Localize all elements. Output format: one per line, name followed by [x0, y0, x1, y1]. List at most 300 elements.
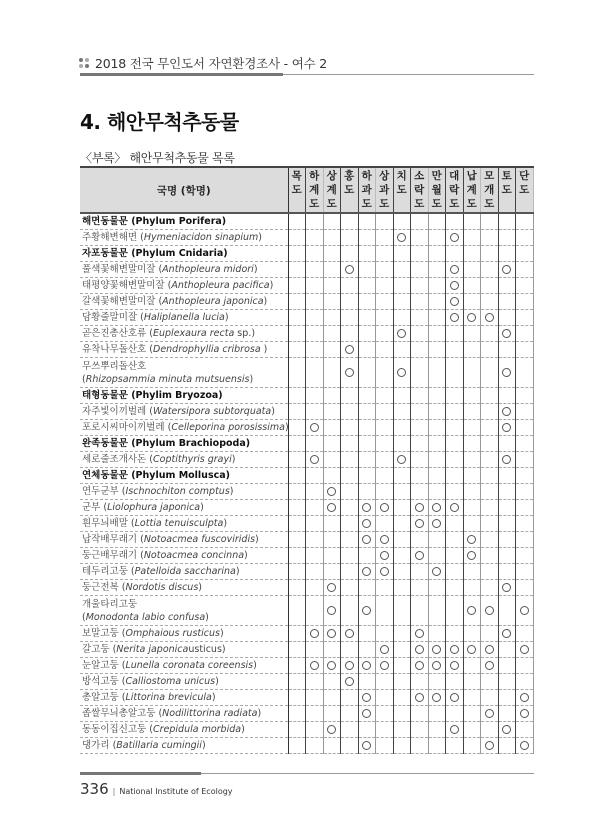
presence-cell — [428, 564, 446, 580]
presence-cell — [341, 674, 359, 690]
presence-cell — [393, 388, 411, 404]
presence-cell — [323, 278, 341, 294]
presence-cell — [358, 213, 376, 230]
presence-cell — [341, 326, 359, 342]
scientific-name: Nodilittorina radiata — [162, 708, 258, 719]
presence-cell — [341, 484, 359, 500]
presence-cell — [446, 310, 464, 326]
footer-separator: | — [112, 787, 116, 796]
presence-cell — [341, 436, 359, 452]
site-header-char: 납 — [466, 170, 477, 182]
site-header-char: 도 — [519, 184, 530, 196]
presence-cell — [306, 642, 324, 658]
site-header-char: 만 — [431, 170, 442, 182]
presence-cell — [481, 404, 499, 420]
presence-cell — [446, 278, 464, 294]
species-row — [80, 516, 533, 532]
presence-cell — [323, 436, 341, 452]
presence-cell — [341, 230, 359, 246]
presence-cell — [498, 358, 516, 388]
presence-cell — [288, 310, 306, 326]
presence-cell — [498, 722, 516, 738]
presence-cell — [393, 358, 411, 388]
species-name: 포로시씨마이끼벌레 (Celleporina porosissima) — [80, 420, 288, 436]
presence-cell — [358, 642, 376, 658]
scientific-name: Nordotis discus — [125, 582, 199, 593]
presence-cell — [428, 358, 446, 388]
scientific-name: Haliplanella lucia — [143, 312, 225, 323]
presence-cell — [516, 326, 534, 342]
presence-cell — [463, 532, 481, 548]
presence-cell — [411, 246, 429, 262]
presence-cell — [446, 452, 464, 468]
presence-circle-icon — [485, 709, 494, 718]
presence-cell — [428, 326, 446, 342]
presence-circle-icon — [467, 313, 476, 322]
presence-cell — [341, 642, 359, 658]
presence-cell — [498, 580, 516, 596]
presence-cell — [411, 738, 429, 754]
presence-cell — [463, 278, 481, 294]
presence-cell — [498, 278, 516, 294]
species-row — [80, 674, 533, 690]
presence-cell — [393, 262, 411, 278]
presence-cell — [463, 642, 481, 658]
presence-cell — [498, 294, 516, 310]
species-name: 납작배무래기 (Notoacmea fuscoviridis) — [80, 532, 288, 548]
presence-cell — [393, 690, 411, 706]
species-row — [80, 404, 533, 420]
presence-cell — [463, 706, 481, 722]
presence-cell — [288, 516, 306, 532]
site-header-char: 도 — [396, 184, 407, 196]
presence-cell — [288, 213, 306, 230]
presence-circle-icon — [310, 423, 319, 432]
presence-cell — [516, 246, 534, 262]
presence-circle-icon — [310, 661, 319, 670]
presence-cell — [323, 548, 341, 564]
presence-circle-icon — [502, 455, 511, 464]
presence-cell — [516, 722, 534, 738]
presence-cell — [323, 580, 341, 596]
presence-cell — [481, 626, 499, 642]
presence-cell — [358, 278, 376, 294]
site-header-char: 도 — [466, 198, 477, 210]
presence-cell — [358, 690, 376, 706]
species-row — [80, 500, 533, 516]
presence-cell — [393, 230, 411, 246]
presence-cell — [481, 326, 499, 342]
species-row — [80, 658, 533, 674]
presence-cell — [376, 294, 394, 310]
site-header-char: 소 — [414, 170, 425, 182]
page-number: 336 — [80, 780, 109, 798]
footer — [80, 780, 233, 798]
presence-cell — [323, 658, 341, 674]
presence-cell — [288, 436, 306, 452]
presence-circle-icon — [450, 503, 459, 512]
presence-cell — [358, 404, 376, 420]
presence-cell — [481, 278, 499, 294]
presence-cell — [393, 580, 411, 596]
presence-circle-icon — [520, 645, 529, 654]
scientific-name: Liolophura japonica — [107, 502, 201, 513]
presence-cell — [446, 262, 464, 278]
presence-cell — [516, 626, 534, 642]
presence-cell — [306, 722, 324, 738]
presence-cell — [446, 294, 464, 310]
presence-circle-icon — [432, 693, 441, 702]
presence-cell — [306, 484, 324, 500]
species-name — [80, 468, 288, 484]
presence-cell — [306, 690, 324, 706]
presence-cell — [341, 516, 359, 532]
presence-cell — [393, 404, 411, 420]
presence-cell — [323, 294, 341, 310]
scientific-name: Crepidula morbida — [153, 724, 242, 735]
presence-cell — [288, 452, 306, 468]
presence-cell — [516, 404, 534, 420]
presence-cell — [376, 690, 394, 706]
presence-cell — [428, 388, 446, 404]
presence-cell — [323, 564, 341, 580]
presence-cell — [463, 674, 481, 690]
presence-cell — [481, 548, 499, 564]
presence-cell — [411, 626, 429, 642]
presence-cell — [358, 564, 376, 580]
phylum-latin: (Phylim Bryozoa) — [131, 390, 223, 401]
presence-cell — [463, 326, 481, 342]
scientific-name: Patelloida saccharina — [134, 566, 236, 577]
presence-cell — [481, 642, 499, 658]
presence-cell — [481, 500, 499, 516]
presence-cell — [358, 230, 376, 246]
scientific-name: Rhizopsammia minuta mutsuensis — [85, 373, 250, 385]
presence-cell — [288, 246, 306, 262]
footer-institute: National Institute of Ecology — [119, 787, 233, 796]
presence-circle-icon — [397, 329, 406, 338]
presence-circle-icon — [520, 741, 529, 750]
presence-cell — [376, 404, 394, 420]
site-header-char: 하 — [309, 170, 320, 182]
presence-cell — [516, 358, 534, 388]
presence-cell — [358, 246, 376, 262]
presence-cell — [516, 278, 534, 294]
presence-circle-icon — [362, 709, 371, 718]
scientific-name: Anthopleura midori — [162, 264, 254, 275]
presence-cell — [481, 658, 499, 674]
korean-name: 자포동물문 — [82, 248, 128, 259]
presence-cell — [411, 452, 429, 468]
presence-cell — [358, 548, 376, 564]
presence-cell — [306, 294, 324, 310]
presence-cell — [446, 500, 464, 516]
presence-cell — [428, 262, 446, 278]
species-row — [80, 294, 533, 310]
scientific-name: Calliostoma unicus — [125, 676, 216, 687]
presence-circle-icon — [432, 567, 441, 576]
presence-cell — [323, 468, 341, 484]
name-suffix: sp. — [234, 328, 252, 339]
presence-cell — [393, 500, 411, 516]
presence-cell — [323, 516, 341, 532]
presence-cell — [411, 706, 429, 722]
presence-cell — [376, 278, 394, 294]
presence-circle-icon — [397, 455, 406, 464]
presence-cell — [481, 564, 499, 580]
presence-cell — [288, 404, 306, 420]
presence-cell — [481, 722, 499, 738]
species-name: 보말고둥 (Omphaious rusticus) — [80, 626, 288, 642]
presence-cell — [481, 690, 499, 706]
presence-cell — [341, 532, 359, 548]
presence-cell — [393, 626, 411, 642]
presence-circle-icon — [467, 551, 476, 560]
presence-cell — [341, 626, 359, 642]
presence-cell — [463, 484, 481, 500]
presence-cell — [498, 484, 516, 500]
presence-cell — [306, 310, 324, 326]
presence-cell — [428, 706, 446, 722]
species-row — [80, 564, 533, 580]
scientific-name: Dendrophyllia cribrosa — [153, 344, 264, 355]
presence-cell — [446, 326, 464, 342]
presence-cell — [376, 706, 394, 722]
presence-cell — [323, 310, 341, 326]
presence-cell — [446, 596, 464, 626]
presence-cell — [323, 532, 341, 548]
site-header-char: 도 — [379, 198, 390, 210]
presence-cell — [481, 358, 499, 388]
presence-cell — [341, 358, 359, 388]
presence-cell — [358, 596, 376, 626]
presence-circle-icon — [310, 455, 319, 464]
species-name: 담황줄말미잘 (Haliplanella lucia) — [80, 310, 288, 326]
presence-cell — [481, 342, 499, 358]
korean-name: 세로줄조개사돈 — [82, 454, 147, 465]
scientific-name: Euplexaura recta — [153, 328, 235, 339]
presence-cell — [393, 706, 411, 722]
presence-cell — [393, 516, 411, 532]
site-header-char: 모 — [484, 170, 495, 182]
presence-cell — [288, 580, 306, 596]
presence-cell — [306, 326, 324, 342]
site-header-char: 상 — [326, 170, 337, 182]
presence-cell — [428, 658, 446, 674]
species-row — [80, 596, 533, 626]
presence-cell — [341, 722, 359, 738]
presence-cell — [498, 626, 516, 642]
presence-cell — [411, 278, 429, 294]
presence-cell — [323, 642, 341, 658]
site-column-header — [376, 167, 394, 213]
presence-cell — [358, 516, 376, 532]
section-title: 4. 해안무척추동물 — [80, 110, 239, 134]
presence-cell — [498, 658, 516, 674]
presence-circle-icon — [432, 519, 441, 528]
presence-cell — [323, 326, 341, 342]
presence-cell — [411, 516, 429, 532]
species-name: 곧은진총산호류 (Euplexaura recta sp.) — [80, 326, 288, 342]
presence-cell — [376, 436, 394, 452]
presence-cell — [411, 230, 429, 246]
scientific-name: Hymeniacidon sinapium — [143, 232, 259, 243]
presence-cell — [358, 452, 376, 468]
korean-name: 연두군부 — [82, 486, 119, 497]
presence-cell — [341, 738, 359, 754]
site-header-char: 단 — [519, 170, 530, 182]
presence-cell — [481, 230, 499, 246]
presence-cell — [411, 564, 429, 580]
korean-name: 해면동물문 — [82, 216, 128, 227]
species-name: 풀색꽃해변말미잘 (Anthopleura midori) — [80, 262, 288, 278]
presence-cell — [481, 452, 499, 468]
presence-cell — [411, 532, 429, 548]
species-row — [80, 738, 533, 754]
presence-cell — [428, 516, 446, 532]
presence-cell — [393, 564, 411, 580]
presence-cell — [358, 722, 376, 738]
presence-cell — [428, 436, 446, 452]
species-row — [80, 626, 533, 642]
site-header-char: 락 — [449, 184, 460, 196]
presence-cell — [428, 278, 446, 294]
species-name: 갈고둥 (Nerita japonicausticus) — [80, 642, 288, 658]
presence-circle-icon — [450, 725, 459, 734]
presence-cell — [463, 358, 481, 388]
species-name: 둥근전복 (Nordotis discus) — [80, 580, 288, 596]
presence-cell — [481, 262, 499, 278]
presence-cell — [516, 420, 534, 436]
species-row — [80, 532, 533, 548]
presence-cell — [288, 468, 306, 484]
presence-cell — [358, 532, 376, 548]
species-name: 동동이집신고둥 (Crepidula morbida) — [80, 722, 288, 738]
presence-cell — [516, 213, 534, 230]
scientific-name: Coptithyris grayi — [153, 454, 232, 465]
species-name: 둥근배무래기 (Notoacmea concinna) — [80, 548, 288, 564]
presence-cell — [411, 548, 429, 564]
site-column-header — [411, 167, 429, 213]
presence-cell — [358, 294, 376, 310]
presence-cell — [306, 404, 324, 420]
species-name: 유착나무돌산호 (Dendrophyllia cribrosa ) — [80, 342, 288, 358]
presence-cell — [306, 468, 324, 484]
presence-cell — [341, 580, 359, 596]
presence-cell — [306, 532, 324, 548]
presence-cell — [498, 674, 516, 690]
site-column-header — [446, 167, 464, 213]
korean-name: 무쓰뿌리돌산호 — [82, 360, 147, 372]
presence-circle-icon — [362, 519, 371, 528]
presence-cell — [288, 342, 306, 358]
presence-cell — [428, 230, 446, 246]
presence-cell — [376, 420, 394, 436]
site-column-header — [358, 167, 376, 213]
presence-cell — [428, 626, 446, 642]
table-caption: 〈부록〉 해안무척추동물 목록 — [80, 151, 235, 165]
presence-cell — [288, 326, 306, 342]
presence-cell — [323, 246, 341, 262]
presence-cell — [498, 596, 516, 626]
presence-cell — [516, 690, 534, 706]
species-name: 태평양꽃해변말미잘 (Anthopleura pacifica) — [80, 278, 288, 294]
presence-cell — [411, 596, 429, 626]
presence-cell — [393, 310, 411, 326]
presence-cell — [358, 436, 376, 452]
presence-cell — [288, 388, 306, 404]
presence-cell — [411, 642, 429, 658]
presence-cell — [411, 436, 429, 452]
presence-cell — [463, 658, 481, 674]
presence-cell — [376, 326, 394, 342]
presence-cell — [446, 738, 464, 754]
presence-cell — [411, 342, 429, 358]
species-name: 주황해변해면 (Hymeniacidon sinapium) — [80, 230, 288, 246]
presence-cell — [358, 326, 376, 342]
scientific-name: Anthopleura pacifica — [171, 280, 270, 291]
presence-circle-icon — [415, 645, 424, 654]
presence-circle-icon — [327, 725, 336, 734]
presence-cell — [323, 213, 341, 230]
presence-cell — [481, 294, 499, 310]
korean-name: 완족동물문 — [82, 438, 128, 449]
phylum-latin: (Phylum Porifera) — [131, 216, 227, 227]
presence-cell — [288, 548, 306, 564]
presence-cell — [481, 706, 499, 722]
presence-cell — [428, 294, 446, 310]
presence-cell — [481, 516, 499, 532]
species-row — [80, 642, 533, 658]
presence-cell — [411, 404, 429, 420]
site-column-header — [481, 167, 499, 213]
presence-circle-icon — [485, 313, 494, 322]
presence-cell — [376, 484, 394, 500]
species-row — [80, 420, 533, 436]
presence-cell — [323, 230, 341, 246]
species-name: 테두리고둥 (Patelloida saccharina) — [80, 564, 288, 580]
name-suffix: usticus — [188, 644, 222, 655]
presence-cell — [306, 420, 324, 436]
korean-name: 주황해변해면 — [82, 232, 138, 243]
phylum-latin: (Phylum Brachiopoda) — [131, 438, 251, 449]
presence-cell — [411, 294, 429, 310]
presence-circle-icon — [345, 345, 354, 354]
presence-cell — [341, 706, 359, 722]
site-header-char: 하 — [361, 170, 372, 182]
korean-name: 눈알고둥 — [82, 660, 119, 671]
presence-cell — [498, 738, 516, 754]
presence-cell — [481, 213, 499, 230]
presence-cell — [428, 548, 446, 564]
presence-cell — [516, 738, 534, 754]
presence-cell — [323, 388, 341, 404]
presence-cell — [516, 484, 534, 500]
presence-cell — [393, 452, 411, 468]
presence-cell — [463, 388, 481, 404]
presence-circle-icon — [327, 629, 336, 638]
site-column-header — [498, 167, 516, 213]
species-row — [80, 342, 533, 358]
korean-name: 유착나무돌산호 — [82, 344, 147, 355]
species-table — [80, 166, 534, 754]
presence-cell — [446, 420, 464, 436]
presence-cell — [428, 500, 446, 516]
presence-circle-icon — [415, 503, 424, 512]
presence-cell — [376, 468, 394, 484]
presence-cell — [323, 358, 341, 388]
presence-cell — [411, 500, 429, 516]
